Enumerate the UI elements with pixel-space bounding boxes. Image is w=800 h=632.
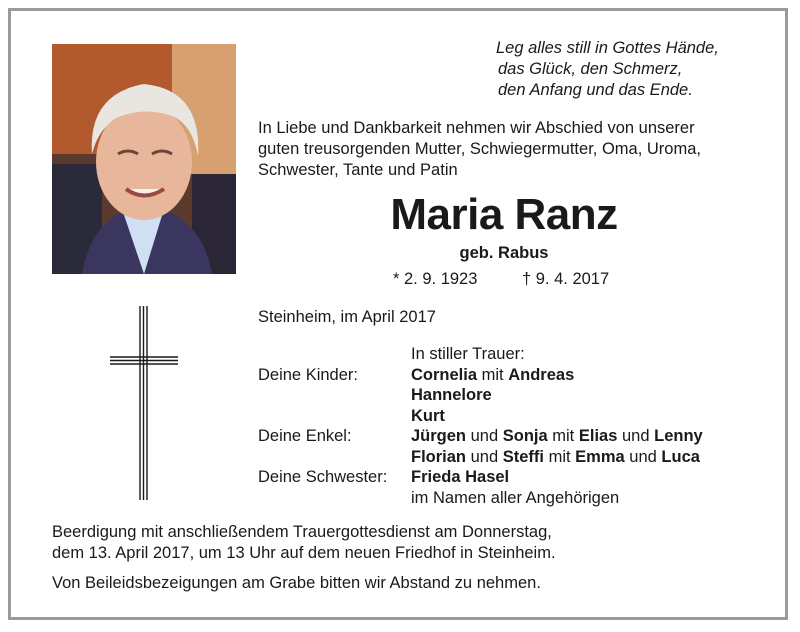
child-name: Hannelore <box>411 386 492 404</box>
verse-line: das Glück, den Schmerz, <box>498 60 683 78</box>
condolence-note: Von Beileidsbezeigungen am Grabe bitten wir Abstand zu nehmen. <box>52 574 541 592</box>
funeral-line: dem 13. April 2017, um 13 Uhr auf dem neuen Friedhof in Steinheim. <box>52 544 556 562</box>
children-label: Deine Kinder: <box>258 365 358 384</box>
funeral-info <box>52 522 772 564</box>
intro-text <box>258 118 778 181</box>
grandchildren-label: Deine Enkel: <box>258 427 352 445</box>
portrait-photo <box>52 44 236 274</box>
mourners-list <box>258 344 778 508</box>
sister-name: Frieda Hasel <box>411 468 510 486</box>
birth-date: * 2. 9. 1923 <box>393 270 478 288</box>
intro-line: Schwester, Tante und Patin <box>258 161 458 179</box>
grandchildren-line: Jürgen und Sonja mit Elias und Lenny <box>411 427 703 445</box>
verse-line: den Anfang und das Ende. <box>498 81 693 99</box>
child-name: Kurt <box>411 406 445 425</box>
birth-name: geb. Rabus <box>459 244 549 262</box>
verse-line: Leg alles still in Gottes Hände, <box>496 39 719 57</box>
children-line: Cornelia mit Andreas <box>411 365 575 384</box>
grandchildren-line: Florian und Steffi mit Emma und Luca <box>411 447 700 466</box>
sister-label: Deine Schwester: <box>258 468 388 486</box>
mourning-heading: In stiller Trauer: <box>411 345 525 363</box>
deceased-name: Maria Ranz <box>390 190 618 239</box>
all-relatives: im Namen aller Angehörigen <box>411 488 620 507</box>
death-date: † 9. 4. 2017 <box>522 270 610 288</box>
funeral-line: Beerdigung mit anschließendem Trauergottesdienst am Donnerstag, <box>52 523 552 541</box>
verse-quote <box>496 38 776 101</box>
cross-icon <box>108 304 180 502</box>
intro-line: guten treusorgenden Mutter, Schwiegermutter, Oma, Uroma, <box>258 140 701 158</box>
place-date: Steinheim, im April 2017 <box>258 308 436 326</box>
intro-line: In Liebe und Dankbarkeit nehmen wir Abschied von unserer <box>258 119 695 137</box>
